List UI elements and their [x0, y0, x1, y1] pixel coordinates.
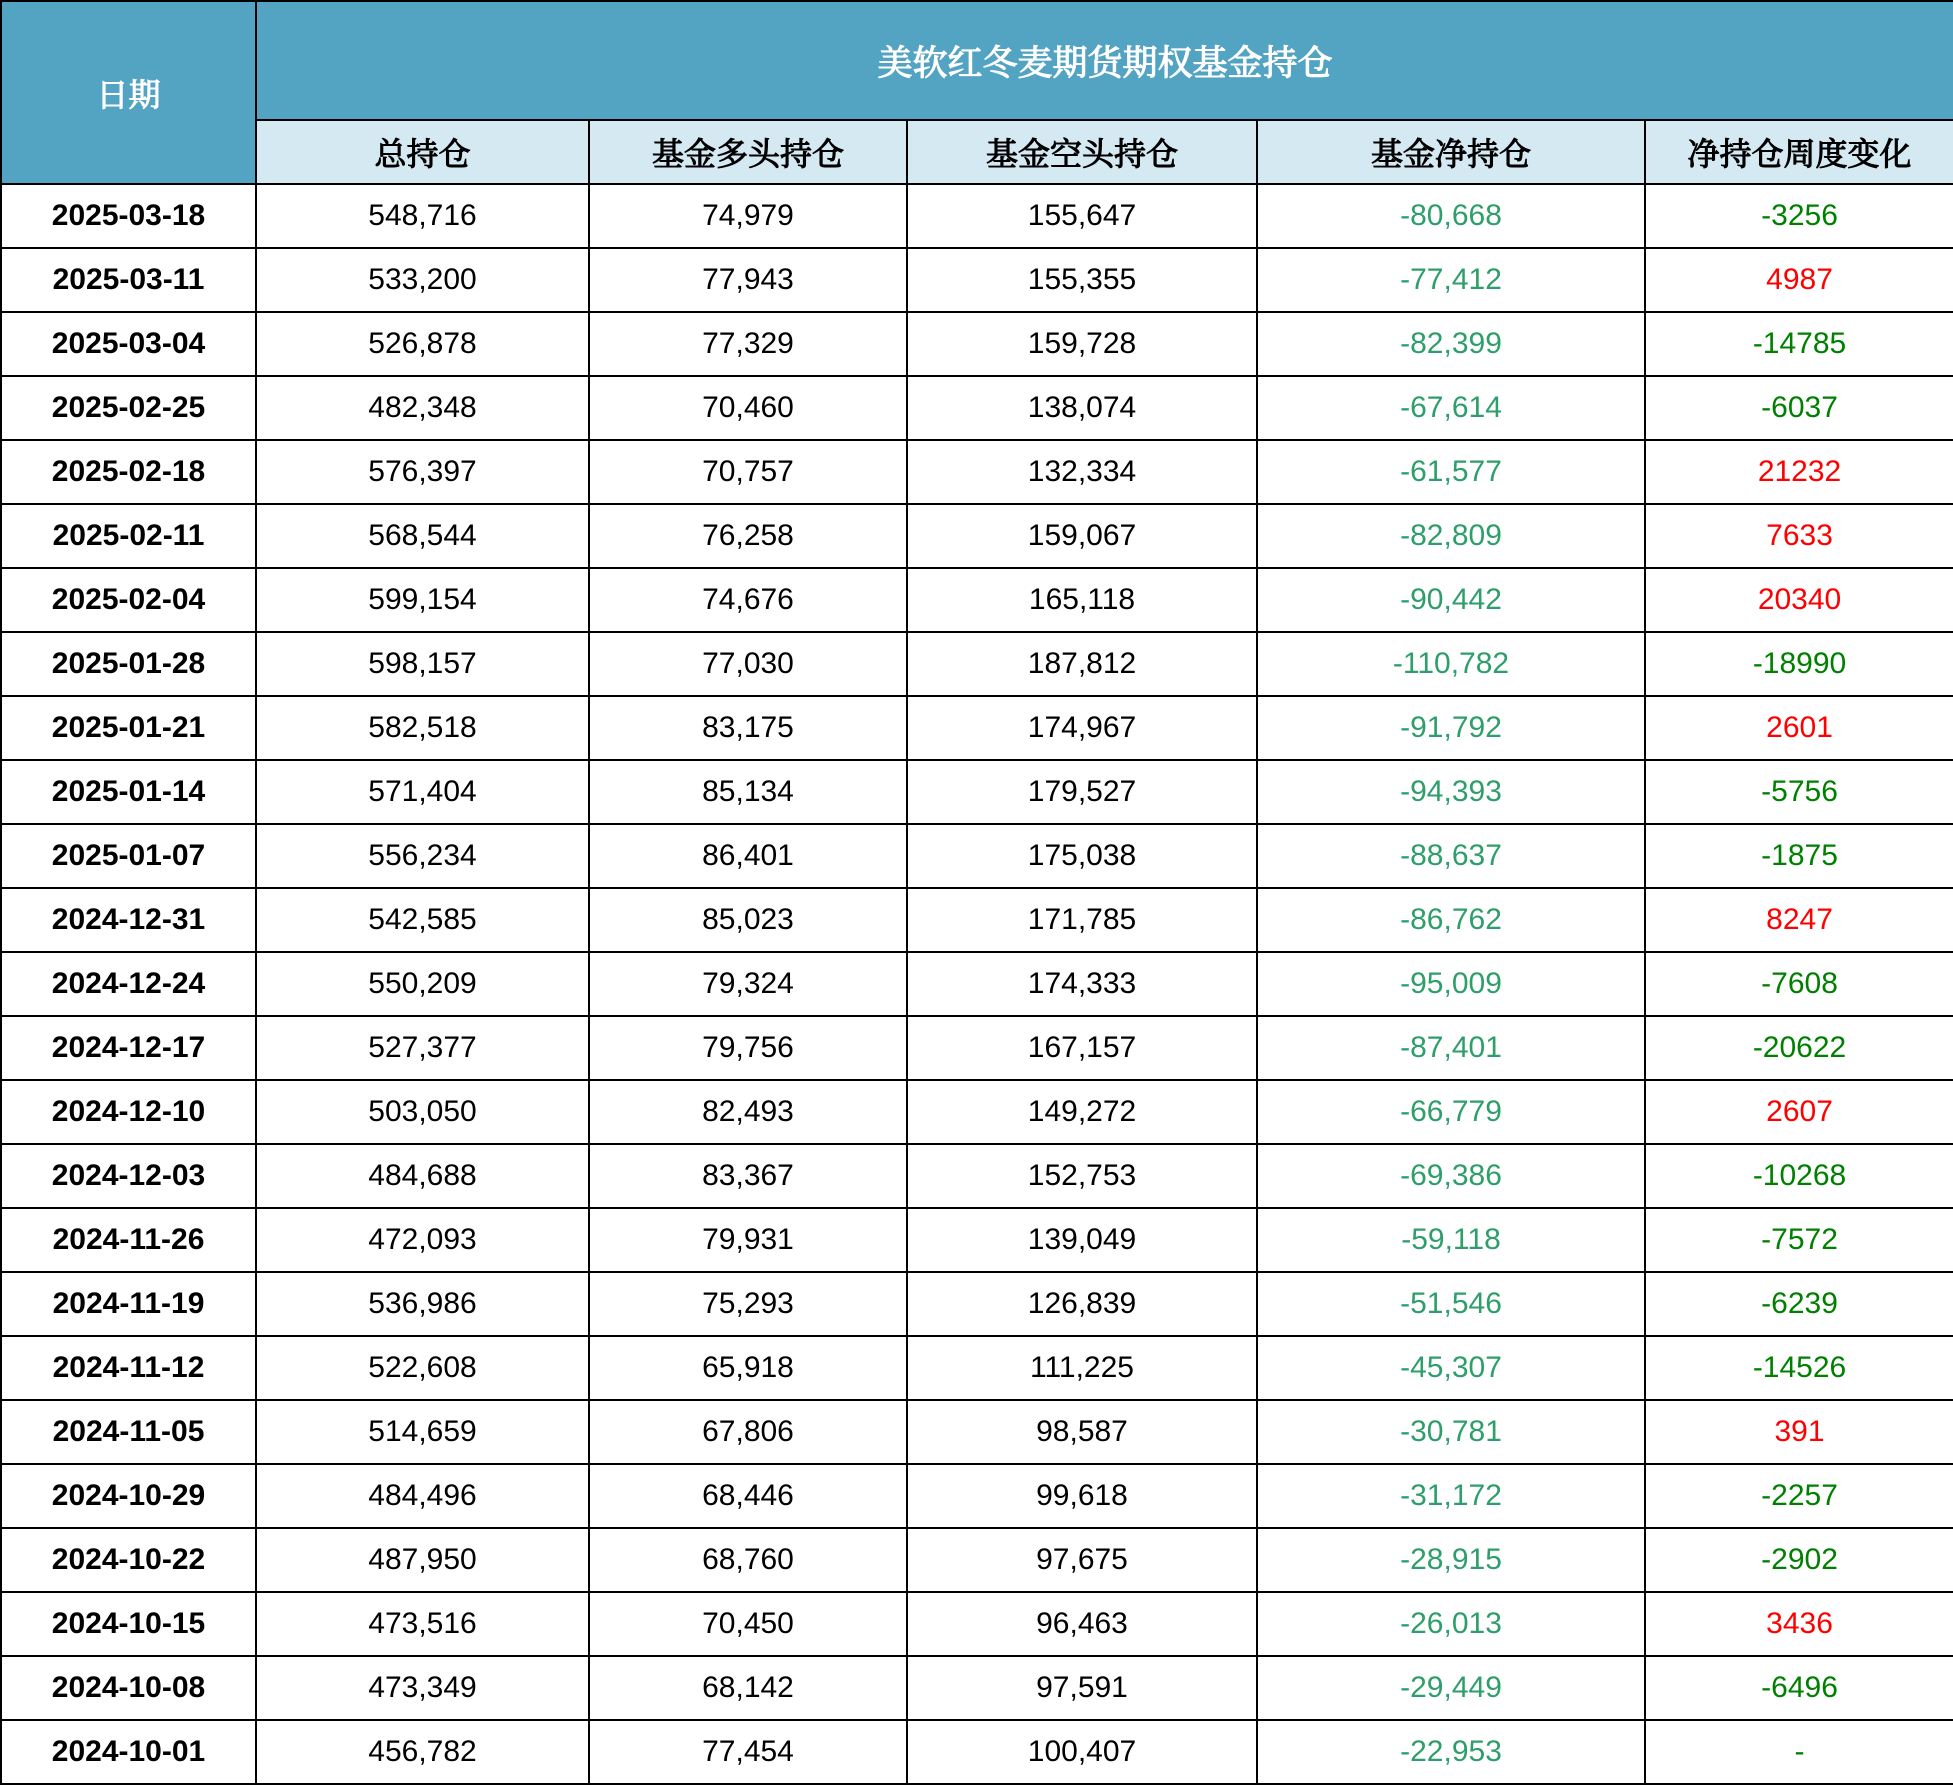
table-row	[1, 1464, 1953, 1528]
fund-short-position-cell: 159,728	[907, 312, 1257, 376]
fund-net-position-cell: -90,442	[1257, 568, 1645, 632]
fund-long-position-cell: 67,806	[589, 1400, 907, 1464]
fund-net-position-cell: -51,546	[1257, 1272, 1645, 1336]
fund-long-position-cell: 75,293	[589, 1272, 907, 1336]
date-cell: 2024-12-24	[1, 952, 256, 1016]
date-cell: 2025-02-04	[1, 568, 256, 632]
fund-net-position-cell: -88,637	[1257, 824, 1645, 888]
fund-net-position-cell: -66,779	[1257, 1080, 1645, 1144]
date-column-header: 日期	[1, 1, 256, 184]
date-cell: 2024-10-29	[1, 1464, 256, 1528]
fund-long-position-cell: 65,918	[589, 1336, 907, 1400]
table-body	[1, 184, 1953, 1784]
total-position-cell: 487,950	[256, 1528, 589, 1592]
fund-net-position-cell: -61,577	[1257, 440, 1645, 504]
net-position-weekly-change-cell: -1875	[1645, 824, 1953, 888]
table-row	[1, 1528, 1953, 1592]
fund-long-position-cell: 79,931	[589, 1208, 907, 1272]
fund-long-position-cell: 70,757	[589, 440, 907, 504]
fund-short-position-cell: 149,272	[907, 1080, 1257, 1144]
fund-short-position-cell: 165,118	[907, 568, 1257, 632]
net-position-weekly-change-cell: -6239	[1645, 1272, 1953, 1336]
net-position-weekly-change-cell: 4987	[1645, 248, 1953, 312]
table-row	[1, 440, 1953, 504]
net-position-weekly-change-cell: -6496	[1645, 1656, 1953, 1720]
table-row	[1, 248, 1953, 312]
net-position-weekly-change-cell: 3436	[1645, 1592, 1953, 1656]
net-position-weekly-change-cell: -7608	[1645, 952, 1953, 1016]
fund-net-position-cell: -87,401	[1257, 1016, 1645, 1080]
fund-long-position-cell: 77,329	[589, 312, 907, 376]
fund-short-position-cell: 155,355	[907, 248, 1257, 312]
net-position-weekly-change-cell: 8247	[1645, 888, 1953, 952]
table-row	[1, 632, 1953, 696]
total-position-cell: 598,157	[256, 632, 589, 696]
fund-long-position-cell: 79,756	[589, 1016, 907, 1080]
date-cell: 2025-01-14	[1, 760, 256, 824]
column-header-row	[1, 120, 1953, 184]
fund-net-position-cell: -91,792	[1257, 696, 1645, 760]
date-cell: 2025-03-18	[1, 184, 256, 248]
net-position-weekly-change-cell: -	[1645, 1720, 1953, 1784]
fund-short-position-cell: 96,463	[907, 1592, 1257, 1656]
table-row	[1, 888, 1953, 952]
date-cell: 2024-10-08	[1, 1656, 256, 1720]
fund-net-position-cell: -69,386	[1257, 1144, 1645, 1208]
fund-long-position-cell: 83,175	[589, 696, 907, 760]
net-position-weekly-change-cell: 2601	[1645, 696, 1953, 760]
table-row	[1, 1272, 1953, 1336]
total-position-cell: 527,377	[256, 1016, 589, 1080]
fund-long-position-cell: 85,023	[589, 888, 907, 952]
fund-long-position-cell: 82,493	[589, 1080, 907, 1144]
fund-long-position-cell: 86,401	[589, 824, 907, 888]
fund-short-position-cell: 132,334	[907, 440, 1257, 504]
date-cell: 2024-12-03	[1, 1144, 256, 1208]
fund-net-position-cell: -26,013	[1257, 1592, 1645, 1656]
fund-long-position-cell: 70,450	[589, 1592, 907, 1656]
total-position-cell: 533,200	[256, 248, 589, 312]
fund-short-position-cell: 98,587	[907, 1400, 1257, 1464]
total-position-cell: 526,878	[256, 312, 589, 376]
total-position-cell: 473,349	[256, 1656, 589, 1720]
table-row	[1, 1336, 1953, 1400]
net-position-weekly-change-cell: -2902	[1645, 1528, 1953, 1592]
table-row	[1, 760, 1953, 824]
date-cell: 2024-12-31	[1, 888, 256, 952]
total-position-cell: 472,093	[256, 1208, 589, 1272]
title-row	[1, 1, 1953, 120]
total-position-cell: 542,585	[256, 888, 589, 952]
col-header-net-position-weekly-change: 净持仓周度变化	[1645, 120, 1953, 184]
net-position-weekly-change-cell: 21232	[1645, 440, 1953, 504]
fund-short-position-cell: 175,038	[907, 824, 1257, 888]
total-position-cell: 536,986	[256, 1272, 589, 1336]
net-position-weekly-change-cell: -20622	[1645, 1016, 1953, 1080]
total-position-cell: 548,716	[256, 184, 589, 248]
date-cell: 2025-02-11	[1, 504, 256, 568]
fund-short-position-cell: 174,333	[907, 952, 1257, 1016]
date-cell: 2025-02-18	[1, 440, 256, 504]
fund-long-position-cell: 74,676	[589, 568, 907, 632]
date-cell: 2024-11-05	[1, 1400, 256, 1464]
table-row	[1, 1080, 1953, 1144]
date-cell: 2024-12-17	[1, 1016, 256, 1080]
table-row	[1, 1592, 1953, 1656]
net-position-weekly-change-cell: -2257	[1645, 1464, 1953, 1528]
table-row	[1, 504, 1953, 568]
fund-long-position-cell: 76,258	[589, 504, 907, 568]
fund-net-position-cell: -45,307	[1257, 1336, 1645, 1400]
fund-net-position-cell: -28,915	[1257, 1528, 1645, 1592]
date-cell: 2024-10-22	[1, 1528, 256, 1592]
table-row	[1, 1400, 1953, 1464]
date-cell: 2024-10-01	[1, 1720, 256, 1784]
fund-short-position-cell: 171,785	[907, 888, 1257, 952]
fund-short-position-cell: 138,074	[907, 376, 1257, 440]
fund-long-position-cell: 83,367	[589, 1144, 907, 1208]
fund-long-position-cell: 74,979	[589, 184, 907, 248]
table-row	[1, 312, 1953, 376]
fund-long-position-cell: 77,030	[589, 632, 907, 696]
total-position-cell: 599,154	[256, 568, 589, 632]
fund-net-position-cell: -110,782	[1257, 632, 1645, 696]
fund-net-position-cell: -82,399	[1257, 312, 1645, 376]
table-row	[1, 1016, 1953, 1080]
fund-long-position-cell: 79,324	[589, 952, 907, 1016]
fund-short-position-cell: 100,407	[907, 1720, 1257, 1784]
fund-net-position-cell: -95,009	[1257, 952, 1645, 1016]
col-header-fund-long-position: 基金多头持仓	[589, 120, 907, 184]
table-title: 美软红冬麦期货期权基金持仓	[256, 1, 1953, 120]
total-position-cell: 482,348	[256, 376, 589, 440]
fund-short-position-cell: 152,753	[907, 1144, 1257, 1208]
fund-net-position-cell: -94,393	[1257, 760, 1645, 824]
date-cell: 2025-03-04	[1, 312, 256, 376]
fund-short-position-cell: 159,067	[907, 504, 1257, 568]
col-header-fund-short-position: 基金空头持仓	[907, 120, 1257, 184]
date-cell: 2025-01-21	[1, 696, 256, 760]
total-position-cell: 568,544	[256, 504, 589, 568]
date-cell: 2025-01-28	[1, 632, 256, 696]
fund-long-position-cell: 68,760	[589, 1528, 907, 1592]
net-position-weekly-change-cell: -5756	[1645, 760, 1953, 824]
net-position-weekly-change-cell: 391	[1645, 1400, 1953, 1464]
fund-short-position-cell: 126,839	[907, 1272, 1257, 1336]
table-row	[1, 952, 1953, 1016]
total-position-cell: 522,608	[256, 1336, 589, 1400]
fund-long-position-cell: 68,446	[589, 1464, 907, 1528]
net-position-weekly-change-cell: -14526	[1645, 1336, 1953, 1400]
fund-net-position-cell: -31,172	[1257, 1464, 1645, 1528]
fund-long-position-cell: 70,460	[589, 376, 907, 440]
fund-short-position-cell: 167,157	[907, 1016, 1257, 1080]
total-position-cell: 503,050	[256, 1080, 589, 1144]
net-position-weekly-change-cell: -6037	[1645, 376, 1953, 440]
fund-long-position-cell: 85,134	[589, 760, 907, 824]
table-row	[1, 1144, 1953, 1208]
total-position-cell: 473,516	[256, 1592, 589, 1656]
net-position-weekly-change-cell: 20340	[1645, 568, 1953, 632]
date-cell: 2024-11-19	[1, 1272, 256, 1336]
fund-short-position-cell: 139,049	[907, 1208, 1257, 1272]
fund-short-position-cell: 187,812	[907, 632, 1257, 696]
net-position-weekly-change-cell: 2607	[1645, 1080, 1953, 1144]
fund-short-position-cell: 179,527	[907, 760, 1257, 824]
net-position-weekly-change-cell: -18990	[1645, 632, 1953, 696]
date-cell: 2025-02-25	[1, 376, 256, 440]
fund-net-position-cell: -59,118	[1257, 1208, 1645, 1272]
total-position-cell: 484,688	[256, 1144, 589, 1208]
net-position-weekly-change-cell: -14785	[1645, 312, 1953, 376]
total-position-cell: 582,518	[256, 696, 589, 760]
fund-short-position-cell: 111,225	[907, 1336, 1257, 1400]
total-position-cell: 550,209	[256, 952, 589, 1016]
date-cell: 2025-03-11	[1, 248, 256, 312]
total-position-cell: 456,782	[256, 1720, 589, 1784]
table-row	[1, 1720, 1953, 1784]
total-position-cell: 484,496	[256, 1464, 589, 1528]
table-row	[1, 376, 1953, 440]
total-position-cell: 514,659	[256, 1400, 589, 1464]
table-row	[1, 1208, 1953, 1272]
fund-net-position-cell: -67,614	[1257, 376, 1645, 440]
date-cell: 2024-11-12	[1, 1336, 256, 1400]
col-header-total-position: 总持仓	[256, 120, 589, 184]
fund-short-position-cell: 97,591	[907, 1656, 1257, 1720]
fund-long-position-cell: 77,454	[589, 1720, 907, 1784]
table-row	[1, 568, 1953, 632]
fund-long-position-cell: 77,943	[589, 248, 907, 312]
fund-net-position-cell: -22,953	[1257, 1720, 1645, 1784]
fund-net-position-cell: -30,781	[1257, 1400, 1645, 1464]
date-cell: 2024-11-26	[1, 1208, 256, 1272]
table-row	[1, 184, 1953, 248]
fund-short-position-cell: 174,967	[907, 696, 1257, 760]
date-cell: 2024-10-15	[1, 1592, 256, 1656]
fund-short-position-cell: 97,675	[907, 1528, 1257, 1592]
fund-net-position-cell: -82,809	[1257, 504, 1645, 568]
fund-net-position-cell: -86,762	[1257, 888, 1645, 952]
total-position-cell: 556,234	[256, 824, 589, 888]
net-position-weekly-change-cell: -10268	[1645, 1144, 1953, 1208]
net-position-weekly-change-cell: -3256	[1645, 184, 1953, 248]
fund-net-position-cell: -80,668	[1257, 184, 1645, 248]
date-cell: 2025-01-07	[1, 824, 256, 888]
col-header-fund-net-position: 基金净持仓	[1257, 120, 1645, 184]
total-position-cell: 571,404	[256, 760, 589, 824]
fund-net-position-cell: -29,449	[1257, 1656, 1645, 1720]
fund-net-position-cell: -77,412	[1257, 248, 1645, 312]
fund-long-position-cell: 68,142	[589, 1656, 907, 1720]
table-row	[1, 824, 1953, 888]
table-row	[1, 1656, 1953, 1720]
total-position-cell: 576,397	[256, 440, 589, 504]
fund-short-position-cell: 99,618	[907, 1464, 1257, 1528]
table-row	[1, 696, 1953, 760]
net-position-weekly-change-cell: -7572	[1645, 1208, 1953, 1272]
fund-short-position-cell: 155,647	[907, 184, 1257, 248]
net-position-weekly-change-cell: 7633	[1645, 504, 1953, 568]
date-cell: 2024-12-10	[1, 1080, 256, 1144]
